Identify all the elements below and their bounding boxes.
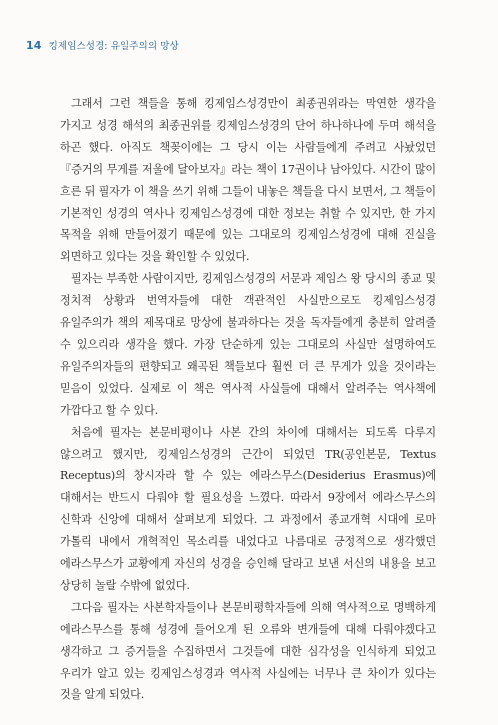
paragraph-4: 그다음 필자는 사본학자들이나 본문비평학자들에 의해 역사적으로 명백하게 에라스무스를 통해 성경에 들어오게 된 오류와 변개들에 대해 다뤄야겠다고 생각하고 그 증거들을 수집하면서 그것들에 대한 심각성을 인식하게 되었고 우리가 알고 있는 킹제임스성경과 역사적 사실에는 너무나 큰 차이가 있다는 것을 알게 되었다. — [60, 600, 436, 702]
page-number: 14 — [26, 39, 42, 52]
paragraph-3: 처음에 필자는 본문비평이나 사본 간의 차이에 대해서는 되도록 다루지 않으려고 했지만, 킹제임스성경의 근간이 되었던 TR(공인본문, Textus Receptus)의 창시자라 할 수 있는 에라스무스(Desiderius Erasmus)에 대해서는 반드시 다뤄야 할 필요성을 느꼈다. 따라서 9장에서 에라스무스의 신학과 신앙에 대해서 살펴보게 되었다. 그 과정에서 종교개혁 시대에 로마 가톨릭 내에서 개혁적인 목소리를 내었다고 나름대로 긍정적으로 생각했던 에라스무스가 교황에게 자신의 성경을 승인해 달라고 보낸 서신의 내용을 보고 상당히 놀랄 수밖에 없었다. — [60, 425, 436, 592]
body-text — [60, 93, 436, 706]
running-head — [26, 38, 179, 52]
running-head-title: 킹제임스성경: 유일주의의 망상 — [48, 41, 179, 52]
paragraph-2: 필자는 부족한 사람이지만, 킹제임스성경의 서문과 제임스 왕 당시의 종교 및 정치적 상황과 번역자들에 대한 객관적인 사실만으로도 킹제임스성경 유일주의가 책의 제목대로 망상에 불과하다는 것을 독자들에게 충분히 알려줄 수 있으리라 생각을 했다. 가장 단순하게 있는 그대로의 사실만 설명하여도 유일주의자들의 편향되고 왜곡된 책들보다 훨씬 더 큰 무게가 있을 것이라는 믿음이 있었다. 실제로 이 책은 역사적 사실들에 대해서 알려주는 역사책에 가깝다고 할 수 있다. — [60, 272, 436, 417]
paragraph-1: 그래서 그런 책들을 통해 킹제임스성경만이 최종권위라는 막연한 생각을 가지고 성경 해석의 최종권위를 킹제임스성경의 단어 하나하나에 두며 해석을 하곤 했다. 아직도 책꽂이에는 그 당시 이는 사람들에게 주려고 사놨었던 『증거의 무게를 저울에 달아보자』라는 책이 17권이나 남아있다. 시간이 많이 흐른 뒤 필자가 이 책을 쓰기 위해 그들이 내놓은 책들을 다시 보면서, 그 책들이 기본적인 성경의 역사나 킹제임스성경에 대한 정보는 취할 수 있지만, 한 가지 목적을 위해 만들어졌기 때문에 있는 그대로의 킹제임스성경에 대해 진실을 외면하고 있다는 것을 확인할 수 있었다. — [60, 97, 436, 264]
